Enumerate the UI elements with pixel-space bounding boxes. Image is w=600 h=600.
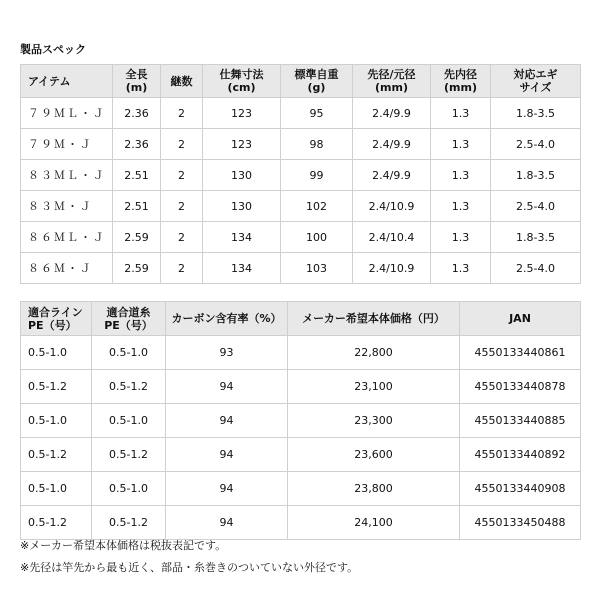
table-cell: 2.5-4.0 (491, 191, 581, 222)
table-cell: 1.3 (431, 129, 491, 160)
table-cell: ７９Ｍ・Ｊ (21, 129, 113, 160)
table-cell: 0.5-1.0 (92, 404, 166, 438)
spec-header-row (21, 65, 581, 98)
table-row (21, 370, 581, 404)
table-cell: ８３ＭＬ・Ｊ (21, 160, 113, 191)
header-text: 全長 (125, 68, 148, 81)
header-text: 適合ライン (28, 305, 83, 319)
table-cell: 0.5-1.2 (92, 506, 166, 540)
table-row (21, 336, 581, 370)
table-cell: 0.5-1.2 (92, 438, 166, 472)
table-cell: 2.59 (113, 222, 161, 253)
table-row (21, 253, 581, 284)
table-row (21, 438, 581, 472)
spec-table-body (21, 98, 581, 284)
header-text: (cm) (227, 81, 256, 94)
table-cell: 1.3 (431, 98, 491, 129)
table-cell: 4550133440908 (460, 472, 581, 506)
table-cell: ８６ＭＬ・Ｊ (21, 222, 113, 253)
table-cell: 4550133440878 (460, 370, 581, 404)
spec-table (20, 64, 581, 284)
table-cell: 123 (203, 98, 281, 129)
table-cell: 1.3 (431, 191, 491, 222)
table-cell: 2.36 (113, 129, 161, 160)
table-cell: ８６Ｍ・Ｊ (21, 253, 113, 284)
table-cell: 0.5-1.2 (21, 438, 92, 472)
price-table-header-2 (166, 302, 288, 336)
table-cell: 2 (161, 253, 203, 284)
table-cell: 2.4/9.9 (353, 129, 431, 160)
table-cell: 130 (203, 160, 281, 191)
table-cell: 1.3 (431, 160, 491, 191)
footnotes (20, 535, 358, 579)
table-cell: 95 (281, 98, 353, 129)
table-cell: 102 (281, 191, 353, 222)
header-text: 継数 (170, 74, 193, 88)
header-text: アイテム (28, 74, 71, 88)
table-cell: 98 (281, 129, 353, 160)
table-cell: 23,600 (288, 438, 460, 472)
table-cell: 130 (203, 191, 281, 222)
table-cell: 2.4/9.9 (353, 160, 431, 191)
table-cell: 2.5-4.0 (491, 253, 581, 284)
table-cell: ７９ＭＬ・Ｊ (21, 98, 113, 129)
spec-table-header-4 (281, 65, 353, 98)
table-cell: 2.4/9.9 (353, 98, 431, 129)
table-cell: 2 (161, 191, 203, 222)
header-text: (mm) (375, 81, 408, 94)
table-cell: 100 (281, 222, 353, 253)
header-text: JAN (509, 312, 531, 325)
table-cell: 103 (281, 253, 353, 284)
price-table-body (21, 336, 581, 540)
table-cell: 93 (166, 336, 288, 370)
table-cell: 2.4/10.9 (353, 191, 431, 222)
table-cell: 1.8-3.5 (491, 222, 581, 253)
table-cell: 23,300 (288, 404, 460, 438)
header-text: (m) (125, 81, 148, 94)
spec-table-header-7 (491, 65, 581, 98)
header-text: PE（号） (28, 318, 77, 332)
table-cell: 2.5-4.0 (491, 129, 581, 160)
table-cell: 2.59 (113, 253, 161, 284)
header-text: 標準自重 (294, 68, 339, 81)
price-table-header-4 (460, 302, 581, 336)
table-cell: 1.8-3.5 (491, 160, 581, 191)
table-cell: 94 (166, 438, 288, 472)
table-cell: 94 (166, 472, 288, 506)
spec-table-header-0 (21, 65, 113, 98)
spec-table-header-3 (203, 65, 281, 98)
table-row (21, 129, 581, 160)
table-cell: 4550133440892 (460, 438, 581, 472)
table-cell: 0.5-1.0 (21, 472, 92, 506)
header-text: PE（号） (104, 318, 153, 332)
spec-table-header-2 (161, 65, 203, 98)
header-text: (g) (307, 81, 326, 94)
table-cell: 1.8-3.5 (491, 98, 581, 129)
table-cell: 0.5-1.0 (21, 404, 92, 438)
table-cell: 94 (166, 370, 288, 404)
table-row (21, 160, 581, 191)
table-cell: 0.5-1.0 (21, 336, 92, 370)
table-row (21, 472, 581, 506)
table-cell: 1.3 (431, 253, 491, 284)
table-cell: 0.5-1.2 (21, 370, 92, 404)
table-cell: 2 (161, 129, 203, 160)
table-cell: 1.3 (431, 222, 491, 253)
header-text: 先内径 (444, 68, 477, 81)
table-cell: 23,100 (288, 370, 460, 404)
spec-table-header-1 (113, 65, 161, 98)
table-row (21, 191, 581, 222)
header-text: 仕舞寸法 (219, 68, 264, 81)
table-cell: 22,800 (288, 336, 460, 370)
table-cell: 2.51 (113, 191, 161, 222)
header-text: 適合道糸 (106, 305, 151, 319)
table-cell: 4550133450488 (460, 506, 581, 540)
table-cell: 0.5-1.0 (92, 336, 166, 370)
header-text: 対応エギ (513, 68, 558, 81)
header-text: (mm) (444, 81, 477, 94)
table-cell: 99 (281, 160, 353, 191)
table-cell: 2 (161, 222, 203, 253)
footnote-price-tax: ※メーカー希望本体価格は税抜表記です。 (20, 539, 227, 552)
table-cell: 2 (161, 98, 203, 129)
price-table-header-0 (21, 302, 92, 336)
table-row (21, 98, 581, 129)
price-table-header-1 (92, 302, 166, 336)
price-table-header-3 (288, 302, 460, 336)
table-cell: 24,100 (288, 506, 460, 540)
table-row (21, 222, 581, 253)
table-cell: 2.36 (113, 98, 161, 129)
table-cell: 23,800 (288, 472, 460, 506)
price-table (20, 301, 581, 540)
table-cell: 2.51 (113, 160, 161, 191)
table-row (21, 404, 581, 438)
table-cell: 4550133440861 (460, 336, 581, 370)
header-text: カーボン含有率（%） (171, 312, 282, 325)
header-text: サイズ (519, 81, 552, 94)
table-cell: 0.5-1.2 (21, 506, 92, 540)
header-text: メーカー希望本体価格（円） (302, 312, 445, 325)
table-cell: ８３Ｍ・Ｊ (21, 191, 113, 222)
footnote-tip-diameter: ※先径は竿先から最も近く、部品・糸巻きのついていない外径です。 (20, 561, 359, 574)
page-title: 製品スペック (20, 43, 86, 56)
table-cell: 2.4/10.4 (353, 222, 431, 253)
price-header-row (21, 302, 581, 336)
table-cell: 0.5-1.2 (92, 370, 166, 404)
table-cell: 94 (166, 404, 288, 438)
table-cell: 134 (203, 222, 281, 253)
table-cell: 2.4/10.9 (353, 253, 431, 284)
table-cell: 123 (203, 129, 281, 160)
table-cell: 94 (166, 506, 288, 540)
spec-table-header-6 (431, 65, 491, 98)
table-cell: 4550133440885 (460, 404, 581, 438)
table-cell: 0.5-1.0 (92, 472, 166, 506)
table-cell: 2 (161, 160, 203, 191)
spec-table-header-5 (353, 65, 431, 98)
table-cell: 134 (203, 253, 281, 284)
header-text: 先径/元径 (367, 68, 416, 81)
